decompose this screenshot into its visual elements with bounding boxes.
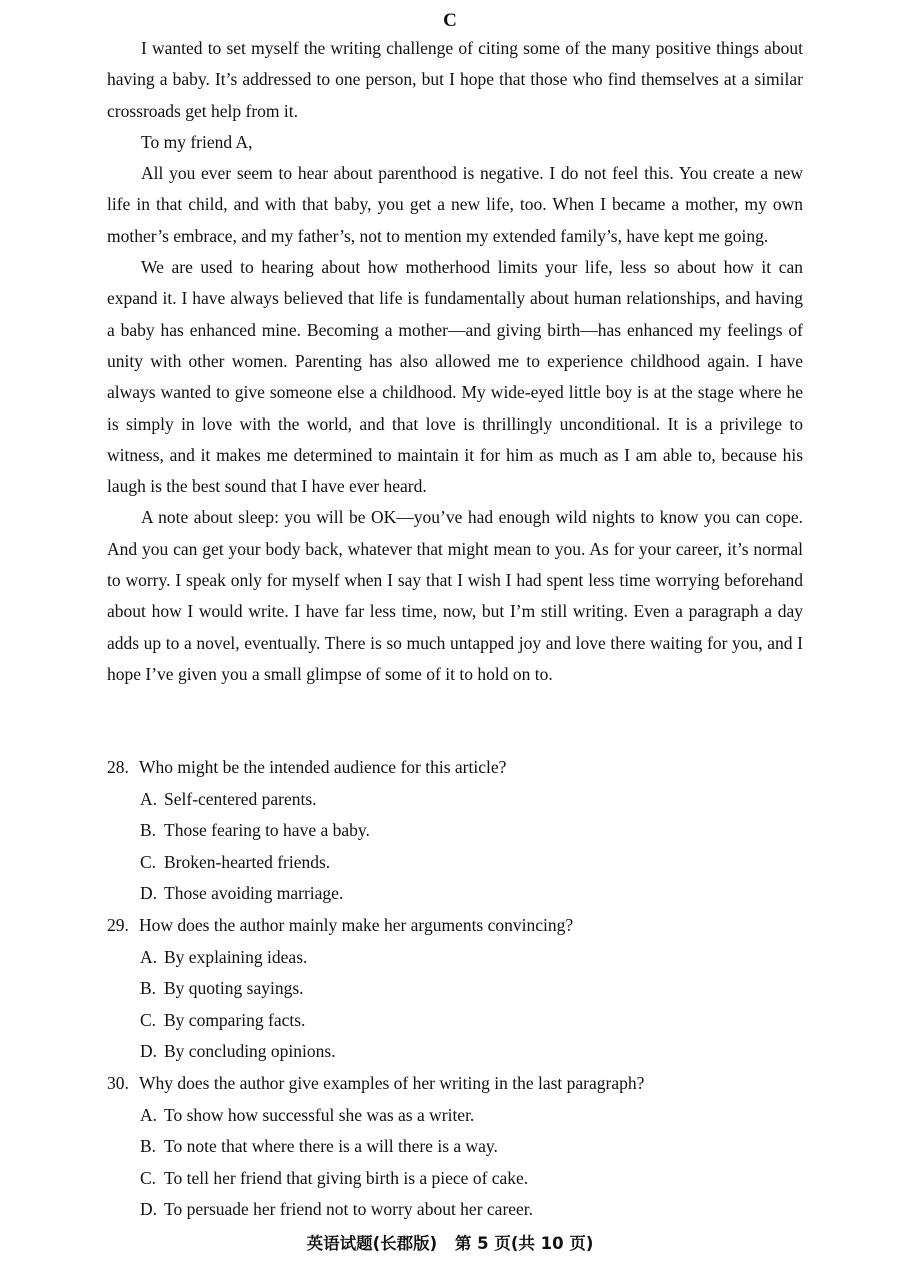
question-stem <box>107 910 803 942</box>
option-text: To persuade her friend not to worry about her career. <box>164 1199 534 1220</box>
answer-option[interactable] <box>107 942 803 974</box>
answer-option[interactable] <box>107 1100 803 1132</box>
answer-option[interactable] <box>107 784 803 816</box>
option-letter: D. <box>140 1041 158 1062</box>
question-30 <box>107 1068 803 1226</box>
option-letter: B. <box>140 820 157 841</box>
option-text: To show how successful she was as a writer. <box>164 1104 475 1125</box>
answer-option[interactable] <box>107 1005 803 1037</box>
section-heading: C <box>443 10 457 31</box>
question-text: Who might be the intended audience for this article? <box>139 757 507 777</box>
question-29 <box>107 910 803 1068</box>
option-letter: B. <box>140 978 157 999</box>
question-text: How does the author mainly make her arguments convincing? <box>139 914 574 935</box>
exam-title: 英语试题(长郡版) <box>306 1234 438 1253</box>
question-stem <box>107 752 803 784</box>
question-text: Why does the author give examples of her writing in the last paragraph? <box>139 1072 645 1093</box>
option-text: Broken-hearted friends. <box>164 851 331 872</box>
option-text: Those fearing to have a baby. <box>164 820 370 841</box>
answer-option[interactable] <box>107 1194 803 1226</box>
option-text: By comparing facts. <box>164 1009 306 1030</box>
option-text: To note that where there is a will there is a way. <box>164 1136 498 1157</box>
question-stem <box>107 1068 803 1100</box>
answer-option[interactable] <box>107 1036 803 1068</box>
passage-paragraph-intro: I wanted to set myself the writing challenge of citing some of the many positive things about having a baby. It’s addressed to one person, but I hope that those who find themselves at a similar crossroads get help from it. <box>107 38 803 121</box>
question-list <box>107 752 803 1226</box>
answer-option[interactable] <box>107 973 803 1005</box>
answer-option[interactable] <box>107 1131 803 1163</box>
option-letter: B. <box>140 1136 157 1157</box>
question-number: 30. <box>107 1072 129 1093</box>
option-text: By explaining ideas. <box>164 946 308 967</box>
option-letter: C. <box>140 1009 157 1030</box>
answer-option[interactable] <box>107 815 803 847</box>
page-footer <box>0 1231 900 1257</box>
option-text: To tell her friend that giving birth is a piece of cake. <box>164 1167 529 1188</box>
answer-option[interactable] <box>107 847 803 879</box>
option-letter: C. <box>140 851 157 872</box>
passage-paragraph: All you ever seem to hear about parenthood is negative. I do not feel this. You create a new life in that child, and with that baby, you get a new life, too. When I became a mother, my own mother’s embrace, and my father’s, not to mention my extended family’s, have kept me going. <box>107 163 803 246</box>
answer-option[interactable] <box>107 878 803 910</box>
passage-paragraph: A note about sleep: you will be OK—you’ve had enough wild nights to know you can cope. And you can get your body back, whatever that might mean to you. As for your career, it’s normal to worry. I speak only for myself when I say that I wish I had spent less time worrying beforehand about how I would write. I have far less time, now, but I’m still writing. Even a paragraph a day adds up to a novel, eventually. There is so much untapped joy and love there waiting for you, and I hope I’ve given you a small glimpse of some of it to hold on to. <box>107 507 803 684</box>
option-letter: A. <box>140 946 158 967</box>
option-text: By quoting sayings. <box>164 978 304 999</box>
option-text: By concluding opinions. <box>164 1041 336 1062</box>
option-letter: A. <box>140 1104 158 1125</box>
page-number: 第 5 页(共 10 页) <box>454 1234 594 1253</box>
option-letter: D. <box>140 1199 158 1220</box>
option-letter: A. <box>140 788 158 809</box>
question-number: 29. <box>107 914 129 935</box>
question-28 <box>107 752 803 910</box>
passage-paragraph: We are used to hearing about how motherhood limits your life, less so about how it can expand it. I have always believed that life is fundamentally about human relationships, and having a baby has enhanced mine. Becoming a mother—and giving birth—has enhanced my feelings of unity with other women. Parenting has also allowed me to experience childhood again. I have always wanted to give someone else a childhood. My wide-eyed little boy is at the stage where he is simply in love with the world, and that love is thrillingly unconditional. It is a privilege to witness, and it makes me determined to maintain it for him as much as I am able to, because his laugh is the best sound that I have ever heard. <box>107 257 803 497</box>
option-text: Those avoiding marriage. <box>164 883 344 904</box>
answer-option[interactable] <box>107 1163 803 1195</box>
option-letter: C. <box>140 1167 157 1188</box>
option-text: Self-centered parents. <box>164 788 317 809</box>
question-number: 28. <box>107 757 129 777</box>
option-letter: D. <box>140 883 158 904</box>
passage <box>107 33 803 690</box>
letter-salutation: To my friend A, <box>141 131 253 152</box>
